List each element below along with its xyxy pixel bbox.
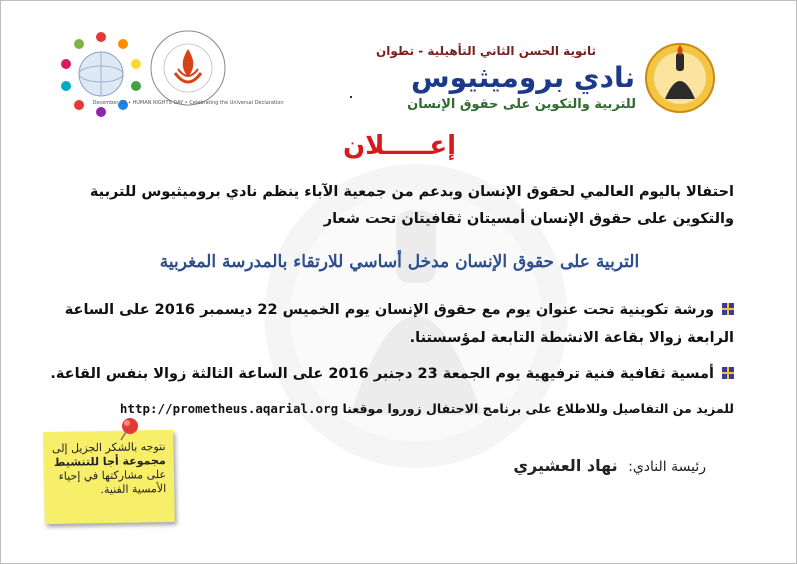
info-line [120, 401, 734, 416]
bullet-workshop [34, 296, 734, 352]
bullet-evening-text: أمسية ثقافية فنية ترفيهية يوم الجمعة 23 دجنبر 2016 على الساعة الثالثة زوالا بنفس القاعة. [50, 366, 714, 382]
bullet-evening [34, 360, 734, 388]
signature-label: رئيسة النادي: [628, 459, 706, 475]
intro-paragraph: احتفالا باليوم العالمي لحقوق الإنسان وبدعم من جمعية الآباء ينظم نادي بروميثيوس للتربية والتكوين على حقوق الإنسان أمسيتان ثقافيتان تحت شعار [89, 184, 734, 227]
website-link[interactable]: http://prometheus.aqarial.org [119, 401, 339, 416]
info-text: للمزيد من التفاصيل وللاطلاع على برنامج الاحتفال زوروا موقعنا [342, 401, 734, 416]
push-pin-icon [116, 414, 144, 442]
bullet-plus-icon [722, 367, 734, 379]
bullet-plus-icon [722, 303, 734, 315]
announcement-title: إعـــــلان [342, 131, 457, 161]
hr-logo-ring-text: December 10 • HUMAN RIGHTS DAY • Celebrating the Universal Declaration [92, 100, 284, 106]
club-name: نادي بروميثيوس [411, 61, 635, 94]
bullet-workshop-text: ورشة تكوينية تحت عنوان يوم مع حقوق الإنسان يوم الخميس 22 ديسمبر 2016 على الساعة الرابعة زوالا بقاعة الانشطة التابعة لمؤسستنا. [64, 302, 734, 346]
school-name: ثانوية الحسن الثاني التأهيلية - تطوان [375, 44, 596, 58]
signature [513, 456, 706, 475]
prometheus-club-logo [643, 41, 717, 115]
sticky-note-line2: على مشاركتها في إحياء الأمسية الفنية. [58, 468, 167, 497]
stray-dot [350, 96, 352, 98]
sticky-note [43, 430, 175, 524]
sticky-note-highlight: مجموعة أجا للتنشيط [53, 454, 166, 469]
sticky-note-line1: نتوجه بالشكر الجزيل إلى [51, 440, 166, 455]
club-subtitle: للتربية والتكوين على حقوق الإنسان [407, 97, 636, 112]
signature-name: نهاد العشيري [513, 456, 618, 475]
human-rights-day-logo [92, 29, 284, 107]
motto: التربية على حقوق الإنسان مدخل أساسي للارتقاء بالمدرسة المغربية [159, 252, 640, 272]
